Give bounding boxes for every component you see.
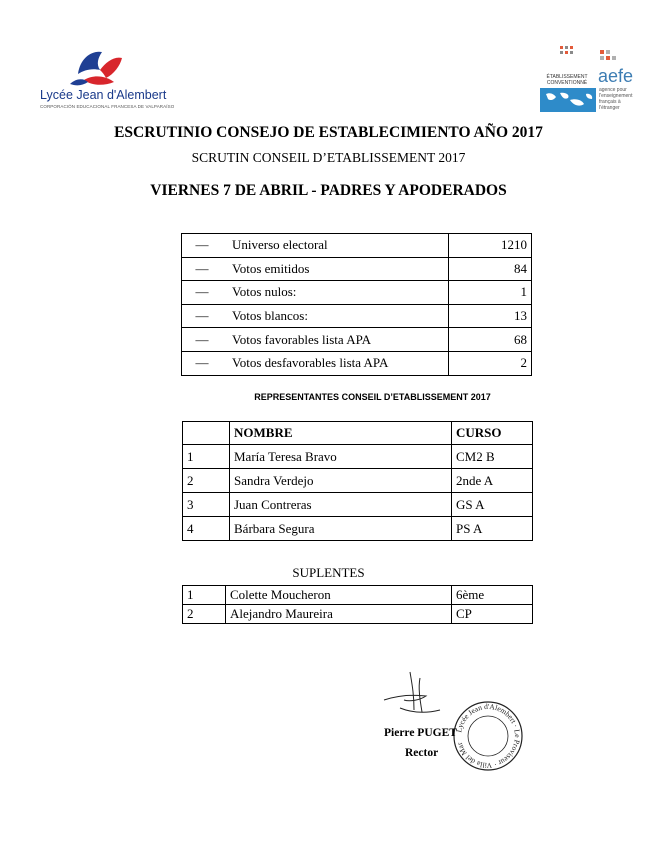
dash: — — [182, 257, 223, 281]
table-row — [182, 351, 532, 375]
stat-value: 13 — [449, 304, 532, 328]
document-title: ESCRUTINIO CONSEJO DE ESTABLECIMIENTO AÑO 2017 — [114, 124, 543, 141]
stat-value: 2 — [449, 351, 532, 375]
dash: — — [182, 351, 223, 375]
table-row — [182, 234, 532, 258]
world-map-icon — [540, 88, 596, 112]
substitute-curso: CP — [452, 605, 533, 624]
handwritten-signature-icon — [380, 670, 450, 718]
representative-curso: CM2 B — [452, 445, 533, 469]
row-number: 4 — [183, 517, 230, 541]
aefe-mark-icon — [598, 48, 622, 66]
school-logo — [40, 44, 175, 112]
dash: — — [182, 304, 223, 328]
school-name: Lycée Jean d'Alembert — [40, 88, 167, 102]
representative-curso: GS A — [452, 493, 533, 517]
stat-label: Votos blancos: — [222, 304, 449, 328]
dash: — — [182, 281, 223, 305]
representatives-heading: REPRESENTANTES CONSEIL D’ETABLISSEMENT 2017 — [254, 392, 491, 402]
document-subtitle: SCRUTIN CONSEIL D’ETABLISSEMENT 2017 — [191, 150, 466, 165]
aefe-brand: aefe — [598, 66, 634, 86]
substitutes-table — [182, 585, 533, 624]
election-date: VIERNES 7 DE ABRIL - PADRES Y APODERADOS — [150, 182, 507, 199]
representative-name: Bárbara Segura — [230, 517, 452, 541]
table-row — [183, 493, 533, 517]
etablissement-badge-icon — [538, 44, 596, 74]
representative-curso: PS A — [452, 517, 533, 541]
representative-curso: 2nde A — [452, 469, 533, 493]
table-row — [182, 281, 532, 305]
etablissement-label: ÉTABLISSEMENT CONVENTIONNÉ — [546, 74, 588, 86]
stamp-text: Lycée Jean d'Alembert · Le Proviseur · Villa del Mar — [454, 701, 523, 771]
stat-value: 68 — [449, 328, 532, 352]
vote-stats-table — [181, 233, 532, 376]
substitute-curso: 6ème — [452, 586, 533, 605]
stat-label: Votos emitidos — [222, 257, 449, 281]
table-row — [183, 605, 533, 624]
substitutes-heading: SUPLENTES — [292, 565, 365, 580]
table-row — [183, 517, 533, 541]
table-row — [183, 469, 533, 493]
dash: — — [182, 328, 223, 352]
row-number: 2 — [183, 605, 226, 624]
school-emblem-icon — [40, 44, 175, 88]
signer-role: Rector — [405, 747, 439, 759]
table-row — [182, 328, 532, 352]
dash: — — [182, 234, 223, 258]
representative-name: María Teresa Bravo — [230, 445, 452, 469]
table-header-row — [183, 422, 533, 445]
column-header-number — [183, 422, 230, 445]
stat-value: 1210 — [449, 234, 532, 258]
row-number: 2 — [183, 469, 230, 493]
column-header-curso: CURSO — [452, 422, 533, 445]
table-row — [182, 257, 532, 281]
signer-name: Pierre PUGET — [384, 727, 457, 739]
substitute-name: Colette Moucheron — [226, 586, 452, 605]
stat-value: 1 — [449, 281, 532, 305]
table-row — [183, 445, 533, 469]
table-row — [183, 586, 533, 605]
stat-label: Universo electoral — [222, 234, 449, 258]
stat-label: Votos nulos: — [222, 281, 449, 305]
table-row — [182, 304, 532, 328]
aefe-agency-label: agence pour l'enseignement français à l'étranger — [599, 87, 633, 111]
substitute-name: Alejandro Maureira — [226, 605, 452, 624]
row-number: 3 — [183, 493, 230, 517]
stat-label: Votos favorables lista APA — [222, 328, 449, 352]
representative-name: Sandra Verdejo — [230, 469, 452, 493]
stat-value: 84 — [449, 257, 532, 281]
stat-label: Votos desfavorables lista APA — [222, 351, 449, 375]
representative-name: Juan Contreras — [230, 493, 452, 517]
row-number: 1 — [183, 445, 230, 469]
corporation-name: CORPORACIÓN EDUCACIONAL FRANCESA DE VALPARAÍSO — [40, 104, 175, 109]
official-stamp-icon — [452, 700, 524, 772]
row-number: 1 — [183, 586, 226, 605]
column-header-name: NOMBRE — [230, 422, 452, 445]
representatives-table — [182, 421, 533, 541]
aefe-logo — [538, 44, 638, 116]
